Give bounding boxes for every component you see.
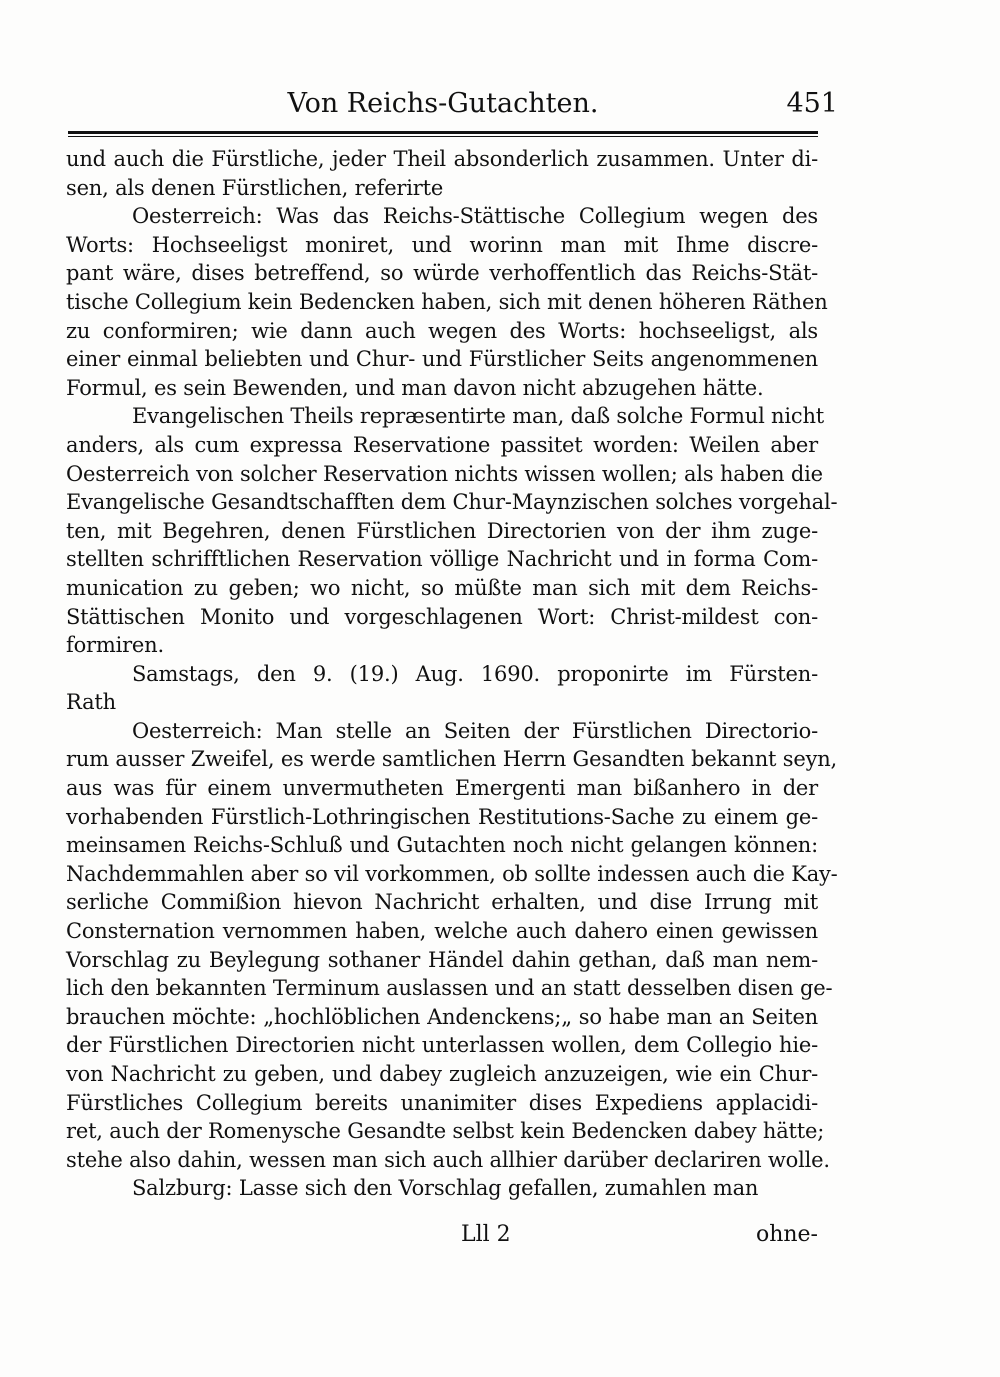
- text-line: Nachdemmahlen aber so vil vorkommen, ob sollte indessen auch die Kay-: [66, 861, 838, 886]
- text-line: rum ausser Zweifel, es werde samtlichen Herrn Gesandten bekannt seyn,: [66, 747, 838, 772]
- text-line: anders, als cum expressa Reservatione passitet worden: Weilen aber: [66, 432, 818, 457]
- text-line: serliche Commißion hievon Nachricht erhalten, und dise Irrung mit: [66, 890, 818, 915]
- text-line: von Nachricht zu geben, und dabey zugleich anzuzeigen, wie ein Chur-: [66, 1062, 818, 1086]
- page-footer: [66, 1222, 818, 1252]
- text-line: stellten schrifftlichen Reservation völlige Nachricht und in forma Com-: [66, 547, 818, 572]
- text-line: munication zu geben; wo nicht, so müßte man sich mit dem Reichs-: [66, 575, 818, 600]
- text-line: vorhabenden Fürstlich-Lothringischen Restitutions-Sache zu einem ge-: [66, 804, 818, 829]
- text-line: Oesterreich: Was das Reichs-Stättische Collegium wegen des: [132, 204, 818, 229]
- text-line: ten, mit Begehren, denen Fürstlichen Directorien von der ihm zuge-: [66, 518, 818, 543]
- text-line: Formul, es sein Bewenden, und man davon nicht abzugehen hätte.: [66, 375, 764, 400]
- text-line: Evangelische Gesandtschafften dem Chur-Maynzischen solches vorgehal-: [66, 490, 838, 515]
- text-line: aus was für einem unvermutheten Emergenti man bißanhero in der: [66, 776, 818, 801]
- text-line: sen, als denen Fürstlichen, referirte: [66, 175, 444, 200]
- text-line: einer einmal beliebten und Chur- und Fürstlicher Seits angenommenen: [66, 347, 818, 372]
- text-line: Vorschlag zu Beylegung sothaner Händel dahin gethan, daß man nem-: [66, 947, 818, 972]
- header-rule: [68, 131, 818, 137]
- text-line: Oesterreich von solcher Reservation nichts wissen wollen; als haben die: [66, 461, 823, 486]
- text-line: Consternation vernommen haben, welche auch dahero einen gewissen: [66, 919, 818, 944]
- text-line: formiren.: [66, 633, 164, 658]
- text-line: ret, auch der Romenysche Gesandte selbst kein Bedencken dabey hätte;: [66, 1119, 825, 1144]
- body-text: [66, 145, 838, 1203]
- text-line: Fürstliches Collegium bereits unanimiter dises Expediens applacidi-: [66, 1090, 818, 1115]
- text-line: Rath: [66, 690, 116, 715]
- text-line: meinsamen Reichs-Schluß und Gutachten noch nicht gelangen können:: [66, 833, 818, 858]
- text-line: Worts: Hochseeligst moniret, und worinn man mit Ihme discre-: [66, 232, 818, 257]
- text-line: Salzburg: Lasse sich den Vorschlag gefallen, zumahlen man: [132, 1176, 759, 1201]
- text-line: stehe also dahin, wessen man sich auch allhier darüber declariren wolle.: [66, 1147, 830, 1172]
- text-line: zu conformiren; wie dann auch wegen des Worts: hochseeligst, als: [66, 318, 818, 343]
- text-line: pant wäre, dises betreffend, so würde verhoffentlich das Reichs-Stät-: [66, 261, 818, 286]
- text-line: brauchen möchte: „hochlöblichen Andenckens;„ so habe man an Seiten: [66, 1004, 818, 1029]
- page-number: 451: [786, 88, 838, 119]
- text-line: der Fürstlichen Directorien nicht unterlassen wollen, dem Collegio hie-: [66, 1033, 818, 1058]
- text-line: Samstags, den 9. (19.) Aug. 1690. proponirte im Fürsten-: [132, 661, 818, 686]
- text-line: Evangelischen Theils repræsentirte man, daß solche Formul nicht: [132, 404, 825, 429]
- text-line: Oesterreich: Man stelle an Seiten der Fürstlichen Directorio-: [132, 718, 818, 743]
- text-line: tische Collegium kein Bedencken haben, sich mit denen höheren Räthen: [66, 289, 828, 314]
- text-line: lich den bekannten Terminum auslassen und an statt desselben disen ge-: [66, 976, 833, 1001]
- catchword: ohne-: [755, 1222, 818, 1247]
- text-line: Stättischen Monito und vorgeschlagenen Wort: Christ-mildest con-: [66, 604, 818, 629]
- running-title: Von Reichs-Gutachten.: [287, 88, 599, 119]
- signature-mark: Lll 2: [461, 1222, 511, 1247]
- running-head: [68, 84, 838, 124]
- text-line: und auch die Fürstliche, jeder Theil absonderlich zusammen. Unter di-: [66, 147, 818, 171]
